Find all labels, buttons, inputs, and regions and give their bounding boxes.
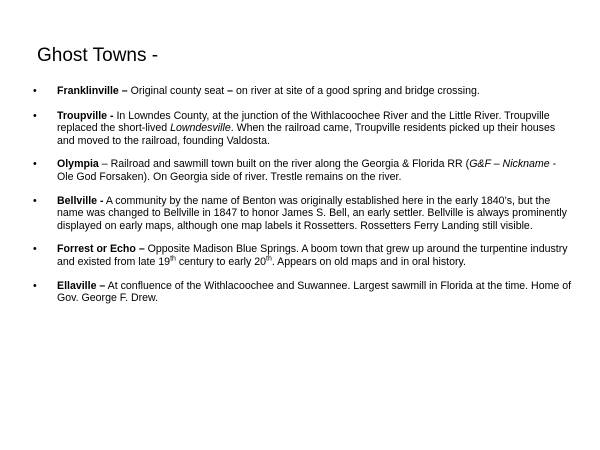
town-name: Franklinville – [57,85,128,97]
bullet-icon: • [33,243,37,256]
bullet-icon: • [33,194,37,207]
description-text: At confluence of the Withlacoochee and Suwannee. Largest sawmill in Florida at the time. Home of Gov. George F. Drew. [57,279,572,305]
list-item-franklinville [33,85,573,98]
bullet-icon: • [33,85,37,97]
slide-title: Ghost Towns - [37,45,159,66]
description-dash: – [227,85,234,97]
town-name: Bellville - [57,194,104,207]
description-italic: Lowndesville [170,122,231,135]
description-italic: G&F – Nickname [469,158,550,171]
description-text: on river at site of a good spring and bridge crossing. [233,85,480,97]
bullet-list [33,85,573,305]
list-item-forrest-or-echo [33,243,573,268]
description-text: . Appears on old maps and in oral history. [271,255,466,268]
list-item-bellville [33,195,573,233]
description-text: Original county seat [127,85,228,97]
description-text: In Lowndes County, at the junction of the Withlacoochee River and the Little River. Troupville replaced the short-lived [57,109,550,135]
description-text: A community by the name of Benton was originally established here in the early 1840’s, but the name was changed to Bellville in 1847 to honor James S. Bell, an early settler. Bellville is always prominently displayed on early maps, although one map labels it Rossetters. Rossetters Ferry Landing still visible. [57,194,567,232]
ordinal-suffix: th [170,255,176,263]
bullet-icon: • [33,158,37,171]
description-text: . When the railroad came, Troupville residents picked up their houses and moved to the railroad, founding Valdosta. [57,122,556,147]
description-text: - Ole God Forsaken). On Georgia side of river. Trestle remains on the river. [57,158,557,183]
town-name: Olympia [57,158,99,171]
description-text: century to early 20 [175,255,267,268]
description-text: Opposite Madison Blue Springs. A boom town that grew up around the turpentine industry and existed from late 19 [57,243,568,268]
ordinal-suffix: th [266,255,272,263]
town-name: Forrest or Echo – [57,243,145,256]
bullet-icon: • [33,109,37,122]
list-item-ellaville [33,280,573,305]
description-text: – Railroad and sawmill town built on the river along the Georgia & Florida RR ( [98,158,470,171]
list-item-troupville [33,110,573,148]
town-name: Troupville - [57,109,114,122]
list-item-olympia [33,158,573,183]
town-name: Ellaville – [57,279,106,292]
bullet-icon: • [33,279,37,292]
